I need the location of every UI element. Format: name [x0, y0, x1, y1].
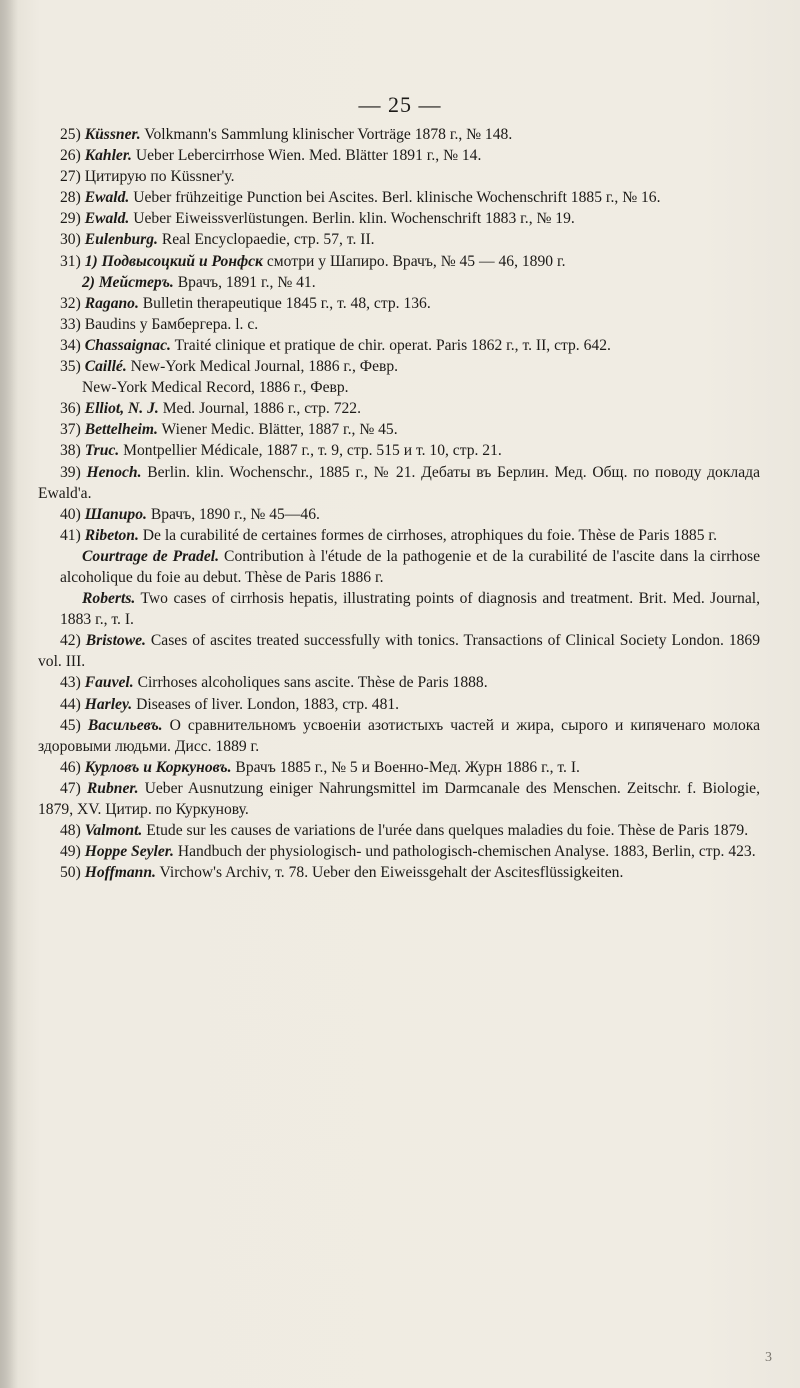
reference-author: Valmont. — [84, 822, 143, 840]
reference-text: Wiener Medic. Blätter, 1887 г., № 45. — [161, 421, 398, 439]
reference-text: О сравнительномъ усвоеніи азотистыхъ частей и жира, сырого и кипяченаго молока здоровыми людьми. Дисс. 1889 г. — [38, 716, 761, 755]
reference-author: Courtrage de Pradel. — [82, 547, 219, 565]
reference-entry — [38, 630, 760, 672]
reference-text: Ueber Ausnutzung einiger Nahrungsmittel im Darmcanale des Menschen. Zeitschr. f. Biologie, 1879, XV. Цитир. по Куркунову. — [38, 779, 760, 818]
reference-entry — [38, 356, 760, 377]
reference-number: 27) — [60, 168, 81, 186]
reference-text: Handbuch der physiologisch- und pathologisch-chemischen Analyse. 1883, Berlin, стр. 423. — [177, 843, 756, 861]
reference-text: Real Encyclopaedie, стр. 57, т. II. — [161, 231, 375, 249]
reference-text: Ueber Eiweissverlüstungen. Berlin. klin. Wochenschrift 1883 г., № 19. — [133, 210, 575, 228]
reference-entry — [38, 419, 760, 440]
reference-number: 33) — [60, 315, 81, 333]
reference-author: Hoffmann. — [84, 864, 156, 882]
reference-entry — [38, 504, 760, 525]
reference-author: Truc. — [84, 442, 120, 460]
reference-entry — [38, 525, 760, 546]
reference-number: 35) — [60, 358, 81, 376]
reference-number: 37) — [60, 421, 81, 439]
reference-author: Hoppe Seyler. — [84, 843, 174, 861]
reference-number: 28) — [60, 189, 81, 207]
reference-author: Ribeton. — [84, 526, 139, 544]
reference-author: Васильевъ. — [87, 716, 163, 734]
reference-text: Med. Journal, 1886 г., стр. 722. — [162, 400, 361, 418]
reference-text: Врачъ 1885 г., № 5 и Военно-Мед. Журн 1886 г., т. I. — [235, 758, 580, 776]
reference-text: Montpellier Médicale, 1887 г., т. 9, стр. 515 и т. 10, стр. 21. — [123, 442, 502, 460]
reference-number: 32) — [60, 294, 81, 312]
reference-text: Ueber frühzeitige Punction bei Ascites. Berl. klinische Wochenschrift 1885 г., № 16. — [133, 189, 661, 207]
reference-text: Baudins у Бамбергера. l. c. — [84, 315, 259, 333]
reference-number: 49) — [60, 843, 81, 861]
reference-entry — [38, 124, 760, 145]
reference-author: Ragano. — [84, 294, 139, 312]
reference-number: 46) — [60, 758, 81, 776]
reference-text: Diseases of liver. London, 1883, стр. 481. — [136, 695, 400, 713]
reference-author: Fauvel. — [84, 674, 134, 692]
reference-entry — [38, 694, 760, 715]
reference-entry — [38, 588, 760, 630]
reference-author: Шапиро. — [84, 505, 147, 523]
reference-entry — [38, 272, 760, 293]
reference-entry — [38, 251, 760, 272]
reference-text: Etude sur les causes de variations de l'urée dans quelques maladies du foie. Thèse de Paris 1879. — [146, 822, 749, 840]
reference-text: Traité clinique et pratique de chir. operat. Paris 1862 г., т. II, стр. 642. — [174, 336, 611, 354]
reference-entry — [38, 229, 760, 250]
reference-entry — [38, 715, 760, 757]
reference-number: 48) — [60, 822, 81, 840]
reference-text: Volkmann's Sammlung klinischer Vorträge 1878 г., № 148. — [144, 126, 513, 143]
reference-entry — [38, 862, 760, 883]
reference-author: Henoch. — [86, 463, 142, 481]
reference-entry — [38, 145, 760, 166]
reference-number: 26) — [60, 147, 81, 165]
binding-shadow — [0, 0, 18, 1388]
reference-number: 25) — [60, 126, 81, 143]
reference-author: Roberts. — [82, 590, 136, 608]
reference-number: 41) — [60, 526, 81, 544]
reference-number: 42) — [60, 632, 81, 650]
reference-author: Eulenburg. — [84, 231, 158, 249]
reference-number: 50) — [60, 864, 81, 882]
reference-entry — [38, 778, 760, 820]
reference-entry — [38, 187, 760, 208]
reference-text: Врачъ, 1890 г., № 45—46. — [150, 505, 320, 523]
reference-author: Rubner. — [86, 779, 139, 797]
reference-author: Küssner. — [84, 126, 141, 143]
reference-number: 30) — [60, 231, 81, 249]
reference-text: Bulletin therapeutique 1845 г., т. 48, стр. 136. — [142, 294, 431, 312]
reference-entry — [38, 377, 760, 398]
reference-author: Chassaignac. — [84, 336, 171, 354]
reference-entry — [38, 672, 760, 693]
reference-entry — [38, 335, 760, 356]
reference-entry — [38, 440, 760, 461]
reference-number: 47) — [60, 779, 81, 797]
reference-entry — [38, 757, 760, 778]
reference-text: Cirrhoses alcoholiques sans ascite. Thèse de Paris 1888. — [137, 674, 488, 692]
reference-list — [38, 124, 760, 883]
reference-author: 2) Мейстеръ. — [82, 273, 174, 291]
reference-author: Kahler. — [84, 147, 132, 165]
reference-text: Cases of ascites treated successfully with tonics. Transactions of Clinical Society London. 1869 vol. III. — [38, 632, 761, 671]
reference-text: смотри у Шапиро. Врачъ, № 45 — 46, 1890 г. — [266, 252, 566, 270]
reference-entry — [38, 841, 760, 862]
reference-number: 38) — [60, 442, 81, 460]
reference-author: Elliot, N. J. — [84, 400, 159, 418]
reference-number: 34) — [60, 336, 81, 354]
reference-text: Врачъ, 1891 г., № 41. — [177, 273, 316, 291]
reference-number: 43) — [60, 674, 81, 692]
reference-number: 44) — [60, 695, 81, 713]
reference-entry — [38, 398, 760, 419]
page-number: — 25 — — [358, 92, 442, 117]
reference-number: 40) — [60, 505, 81, 523]
reference-entry — [38, 462, 760, 504]
reference-author: Harley. — [84, 695, 133, 713]
reference-entry — [38, 166, 760, 187]
reference-author: Ewald. — [84, 189, 130, 207]
reference-author: Курловъ и Коркуновъ. — [84, 758, 232, 776]
reference-entry — [38, 314, 760, 335]
reference-author: 1) Подвысоцкий и Ронфск — [84, 252, 263, 270]
reference-text: New-York Medical Journal, 1886 г., Февр. — [130, 358, 399, 376]
reference-author: Caillé. — [84, 358, 127, 376]
reference-entry — [38, 293, 760, 314]
reference-entry — [38, 546, 760, 588]
reference-text: Two cases of cirrhosis hepatis, illustrating points of diagnosis and treatment. Brit. Med. Journal, 1883 г., т. I. — [60, 590, 760, 629]
reference-text: Virchow's Archiv, т. 78. Ueber den Eiweissgehalt der Ascitesflüssigkeiten. — [159, 864, 624, 882]
reference-author: Ewald. — [84, 210, 130, 228]
reference-text: New-York Medical Record, 1886 г., Февр. — [82, 379, 349, 397]
reference-text: Цитирую по Küssner'у. — [84, 168, 235, 186]
reference-author: Bettelheim. — [84, 421, 158, 439]
reference-number: 36) — [60, 400, 81, 418]
reference-entry — [38, 820, 760, 841]
reference-entry — [38, 208, 760, 229]
reference-author: Bristowe. — [85, 632, 146, 650]
reference-number: 45) — [60, 716, 81, 734]
reference-number: 31) — [60, 252, 81, 270]
corner-mark: 3 — [765, 1350, 772, 1365]
reference-text: De la curabilité de certaines formes de cirrhoses, atrophiques du foie. Thèse de Paris 1885 г. — [142, 526, 717, 544]
reference-number: 29) — [60, 210, 81, 228]
reference-text: Contribution à l'étude de la pathogenie et de la curabilité de l'ascite dans la cirrhose alcoholique du foie au debut. Thèse de Paris 1886 г. — [60, 547, 760, 586]
reference-number: 39) — [60, 463, 81, 481]
reference-text: Ueber Lebercirrhose Wien. Med. Blätter 1891 г., № 14. — [135, 147, 482, 165]
reference-text: Berlin. klin. Wochenschr., 1885 г., № 21. Дебаты въ Берлин. Мед. Общ. по поводу доклада Ewald'а. — [38, 463, 760, 502]
